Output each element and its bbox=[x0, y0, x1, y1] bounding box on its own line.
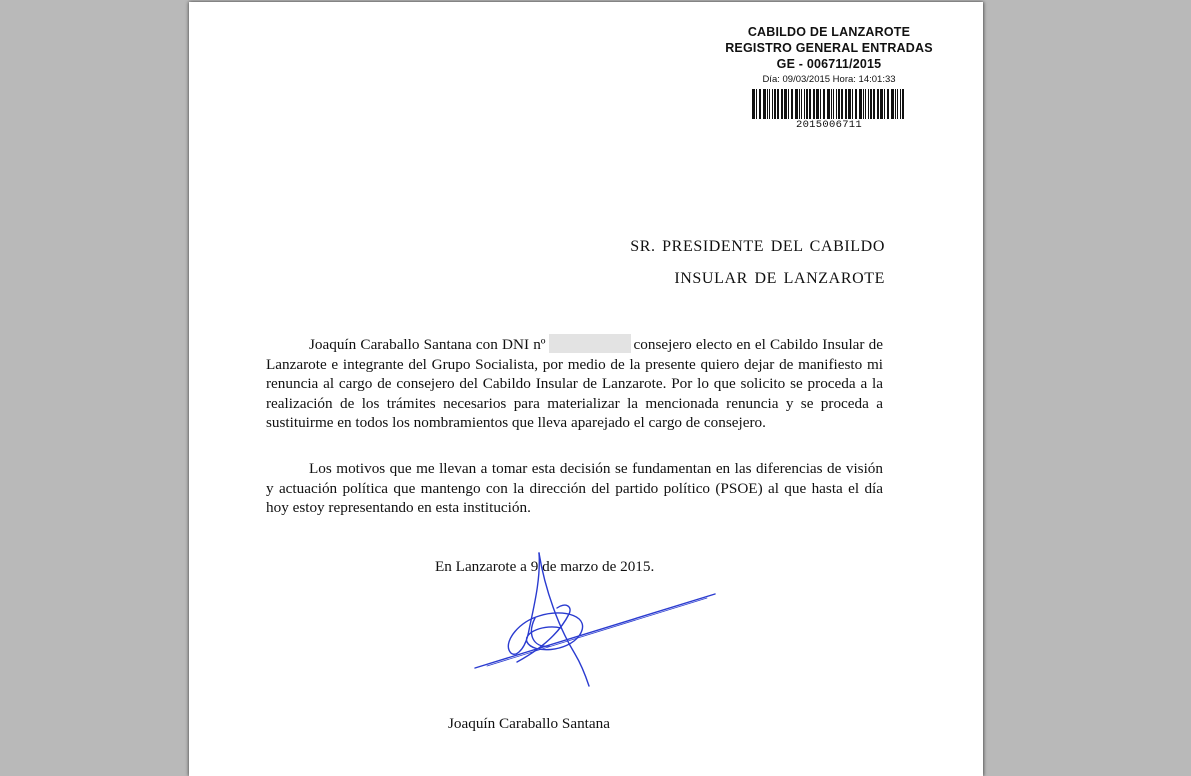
recipient-line-2: INSULAR DE LANZAROTE bbox=[674, 270, 885, 287]
barcode-bar bbox=[816, 89, 819, 119]
barcode-bar bbox=[752, 89, 755, 119]
barcode-bar bbox=[763, 89, 766, 119]
barcode-bar bbox=[756, 89, 757, 119]
handwritten-signature bbox=[469, 550, 729, 700]
barcode-bar bbox=[831, 89, 832, 119]
barcode-bar bbox=[788, 89, 789, 119]
barcode-number: 2015006711 bbox=[795, 119, 862, 131]
barcode bbox=[751, 89, 907, 119]
barcode-bar bbox=[813, 89, 815, 119]
paragraph-1-start: Joaquín Caraballo Santana con DNI nº bbox=[309, 336, 546, 353]
barcode-bar bbox=[841, 89, 843, 119]
barcode-bar bbox=[848, 89, 851, 119]
barcode-bar bbox=[836, 89, 837, 119]
barcode-bar bbox=[845, 89, 847, 119]
barcode-bar bbox=[902, 89, 904, 119]
barcode-bar bbox=[781, 89, 783, 119]
barcode-bar bbox=[868, 89, 869, 119]
barcode-bar bbox=[897, 89, 898, 119]
body-paragraph-2: Los motivos que me llevan a tomar esta decisión se fundamentan en las diferencias de visión y actuación política que mantengo con la dirección del partido político (PSOE) al que hasta el día hoy estoy representando en esta institución. bbox=[266, 460, 883, 517]
stamp-entry-number: GE - 006711/2015 bbox=[776, 57, 882, 71]
paragraph-1-rest: consejero electo en el Cabildo Insular de Lanzarote e integrante del Grupo Socialista, por medio de la presente quiero dejar de manifiesto mi renuncia al cargo de consejero del Cabildo Insular de Lanzarote. Por lo que solicito se proceda a la realización de los trámites necesarios para materializar la mencionada renuncia y se proceda a sustituirme en todos los nombramientos que lleva aparejado el cargo de consejero. bbox=[266, 336, 883, 432]
signer-name: Joaquín Caraballo Santana bbox=[448, 715, 610, 732]
stamp-registry: REGISTRO GENERAL ENTRADAS bbox=[725, 41, 933, 55]
document-page bbox=[189, 2, 983, 776]
stamp-date-time: Día: 09/03/2015 Hora: 14:01:33 bbox=[762, 74, 896, 85]
barcode-bar bbox=[774, 89, 776, 119]
barcode-bar bbox=[891, 89, 894, 119]
redacted-dni bbox=[549, 334, 631, 353]
barcode-bar bbox=[801, 89, 802, 119]
barcode-bar bbox=[838, 89, 840, 119]
barcode-bar bbox=[809, 89, 811, 119]
stamp-institution: CABILDO DE LANZAROTE bbox=[747, 25, 911, 39]
barcode-bar bbox=[759, 89, 761, 119]
barcode-bar bbox=[804, 89, 805, 119]
barcode-bar bbox=[833, 89, 834, 119]
barcode-bar bbox=[772, 89, 773, 119]
barcode-bar bbox=[767, 89, 768, 119]
barcode-bar bbox=[865, 89, 866, 119]
barcode-bar bbox=[791, 89, 793, 119]
barcode-bar bbox=[795, 89, 798, 119]
barcode-bar bbox=[827, 89, 830, 119]
closing-date: En Lanzarote a 9 de marzo de 2015. bbox=[435, 558, 655, 575]
barcode-bar bbox=[887, 89, 889, 119]
registry-stamp bbox=[699, 24, 959, 131]
barcode-bar bbox=[806, 89, 808, 119]
barcode-bar bbox=[777, 89, 779, 119]
recipient-line-1: SR. PRESIDENTE DEL CABILDO bbox=[630, 238, 885, 255]
body-paragraph-1 bbox=[266, 334, 883, 433]
barcode-bar bbox=[769, 89, 770, 119]
barcode-bar bbox=[877, 89, 879, 119]
barcode-bar bbox=[884, 89, 885, 119]
barcode-bar bbox=[799, 89, 800, 119]
barcode-bar bbox=[784, 89, 787, 119]
barcode-bar bbox=[859, 89, 862, 119]
barcode-bar bbox=[900, 89, 901, 119]
barcode-bar bbox=[855, 89, 857, 119]
barcode-bar bbox=[823, 89, 825, 119]
barcode-bar bbox=[820, 89, 821, 119]
barcode-bar bbox=[863, 89, 864, 119]
barcode-bar bbox=[873, 89, 875, 119]
barcode-bar bbox=[880, 89, 883, 119]
barcode-bar bbox=[852, 89, 853, 119]
barcode-bar bbox=[895, 89, 896, 119]
barcode-bar bbox=[870, 89, 872, 119]
